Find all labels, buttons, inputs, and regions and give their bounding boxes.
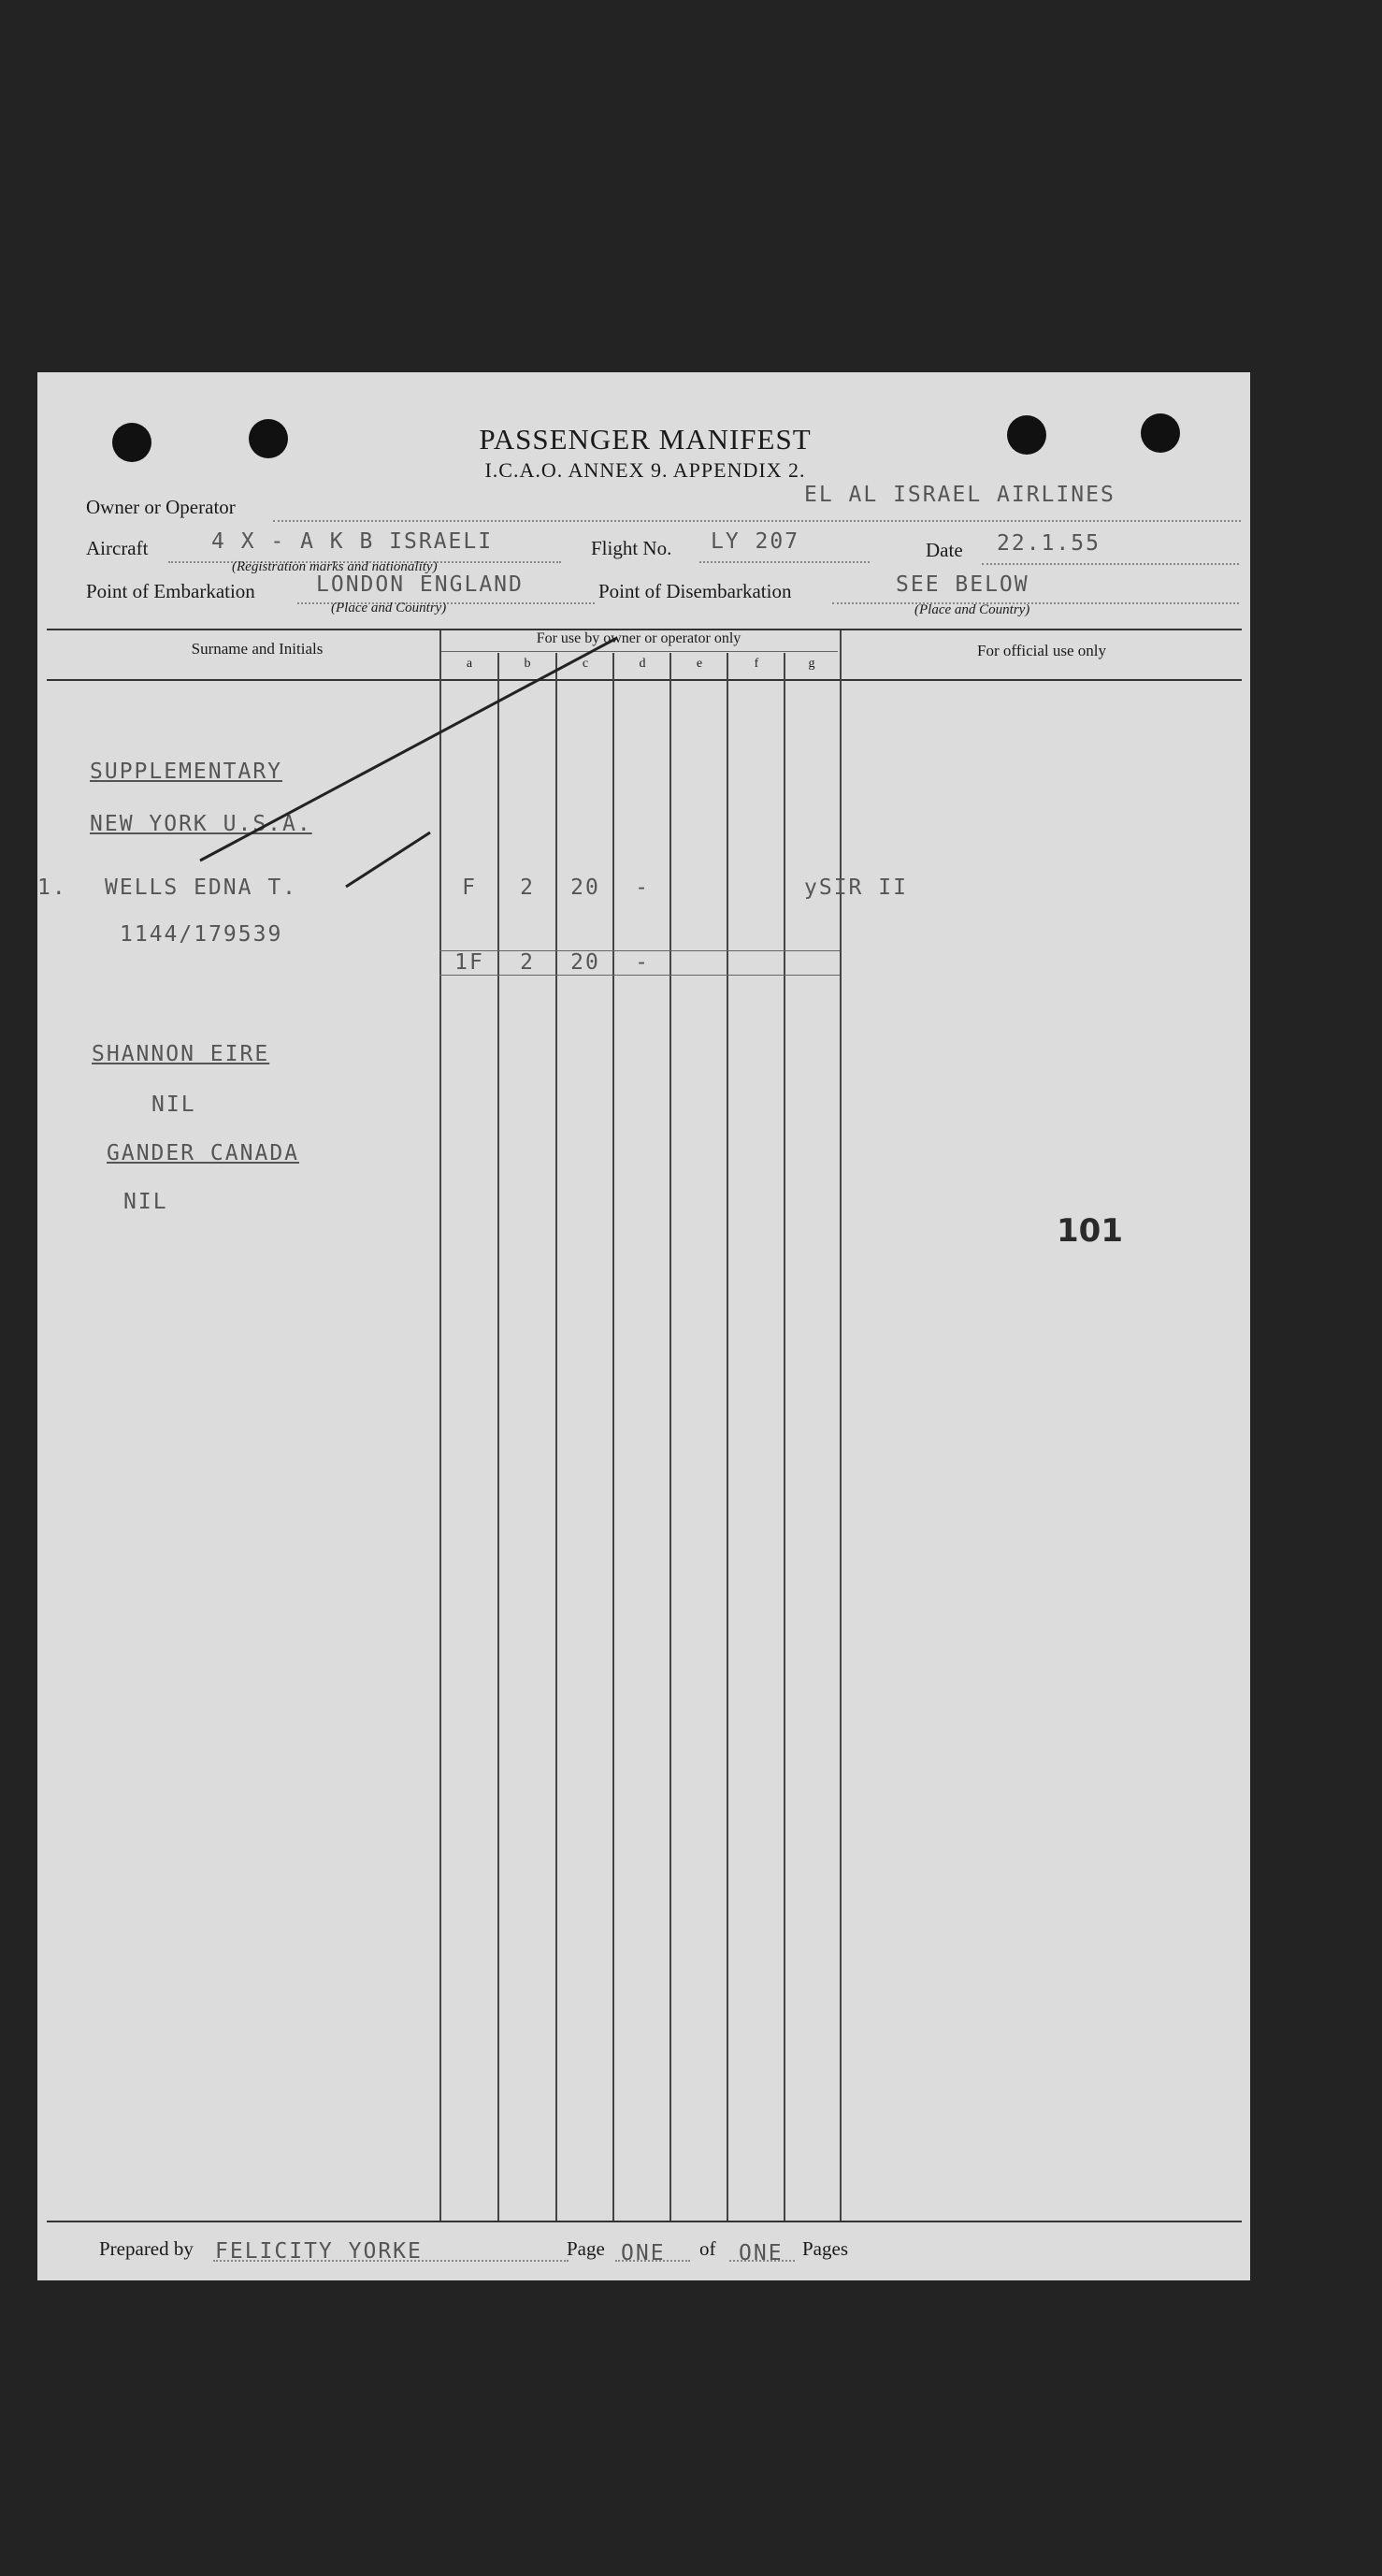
column-header-b: b [524,657,531,671]
column-header-c: c [582,657,589,671]
of-label: of [699,2237,716,2260]
official-use-header: For official use only [976,642,1107,659]
stop-shannon-value: NIL [151,1093,196,1117]
pen-stroke [200,638,617,861]
disembarkation-note: (Place and Country) [914,602,1030,617]
total-col-b: 2 [520,950,535,975]
owner-use-header: For use by owner or operator only [536,630,741,646]
passenger-col-a: F [462,876,477,900]
passenger-name: WELLS EDNA T. [105,876,298,900]
official-stamp-number: 101 [1057,1212,1123,1250]
prepared-value: FELICITY YORKE [215,2239,423,2264]
disembarkation-label: Point of Disembarkation [598,580,792,602]
page-subtitle: I.C.A.O. ANNEX 9. APPENDIX 2. [484,458,806,482]
stop-gander: GANDER CANADA [107,1141,300,1165]
page-label: Page [567,2237,605,2260]
prepared-label: Prepared by [99,2237,194,2260]
disembarkation-value: SEE BELOW [896,572,1029,597]
manifest-sheet [37,372,1250,2280]
passenger-col-b: 2 [520,876,535,900]
column-header-d: d [639,657,646,671]
pen-stroke [346,832,430,887]
flight-label: Flight No. [591,537,672,559]
embarkation-value: LONDON ENGLAND [316,572,524,597]
column-header-e: e [696,657,703,671]
column-header-a: a [466,657,473,671]
flight-value: LY 207 [711,529,800,554]
owner-value: EL AL ISRAEL AIRLINES [804,483,1116,507]
section-new-york: NEW YORK U.S.A. [90,812,312,836]
column-header-f: f [754,657,759,671]
embarkation-note: (Place and Country) [331,601,447,615]
owner-label: Owner or Operator [86,496,236,518]
section-supplementary: SUPPLEMENTARY [90,760,283,784]
total-col-d: - [635,950,650,975]
page-value: ONE [621,2241,666,2265]
aircraft-label: Aircraft [86,537,149,559]
stop-gander-value: NIL [123,1190,168,1214]
date-label: Date [926,539,963,561]
column-header-g: g [808,657,815,671]
passenger-col-c: 20 [570,876,600,900]
aircraft-value: 4 X - A K B ISRAELI [211,529,494,554]
aircraft-note: (Registration marks and nationality) [232,559,438,574]
stop-shannon: SHANNON EIRE [92,1042,270,1066]
pen-strokes [37,372,1250,2280]
passenger-col-d: - [635,876,650,900]
of-value: ONE [739,2241,784,2265]
total-col-a: 1F [454,950,484,975]
pages-label: Pages [802,2237,848,2260]
passenger-ticket: 1144/179539 [120,922,283,947]
total-col-c: 20 [570,950,600,975]
surname-header: Surname and Initials [191,640,324,658]
date-value: 22.1.55 [997,531,1101,556]
page-title: PASSENGER MANIFEST [479,423,812,456]
passenger-number: 1. [37,876,67,900]
embarkation-label: Point of Embarkation [86,580,255,602]
passenger-official: ySIR II [804,876,908,900]
